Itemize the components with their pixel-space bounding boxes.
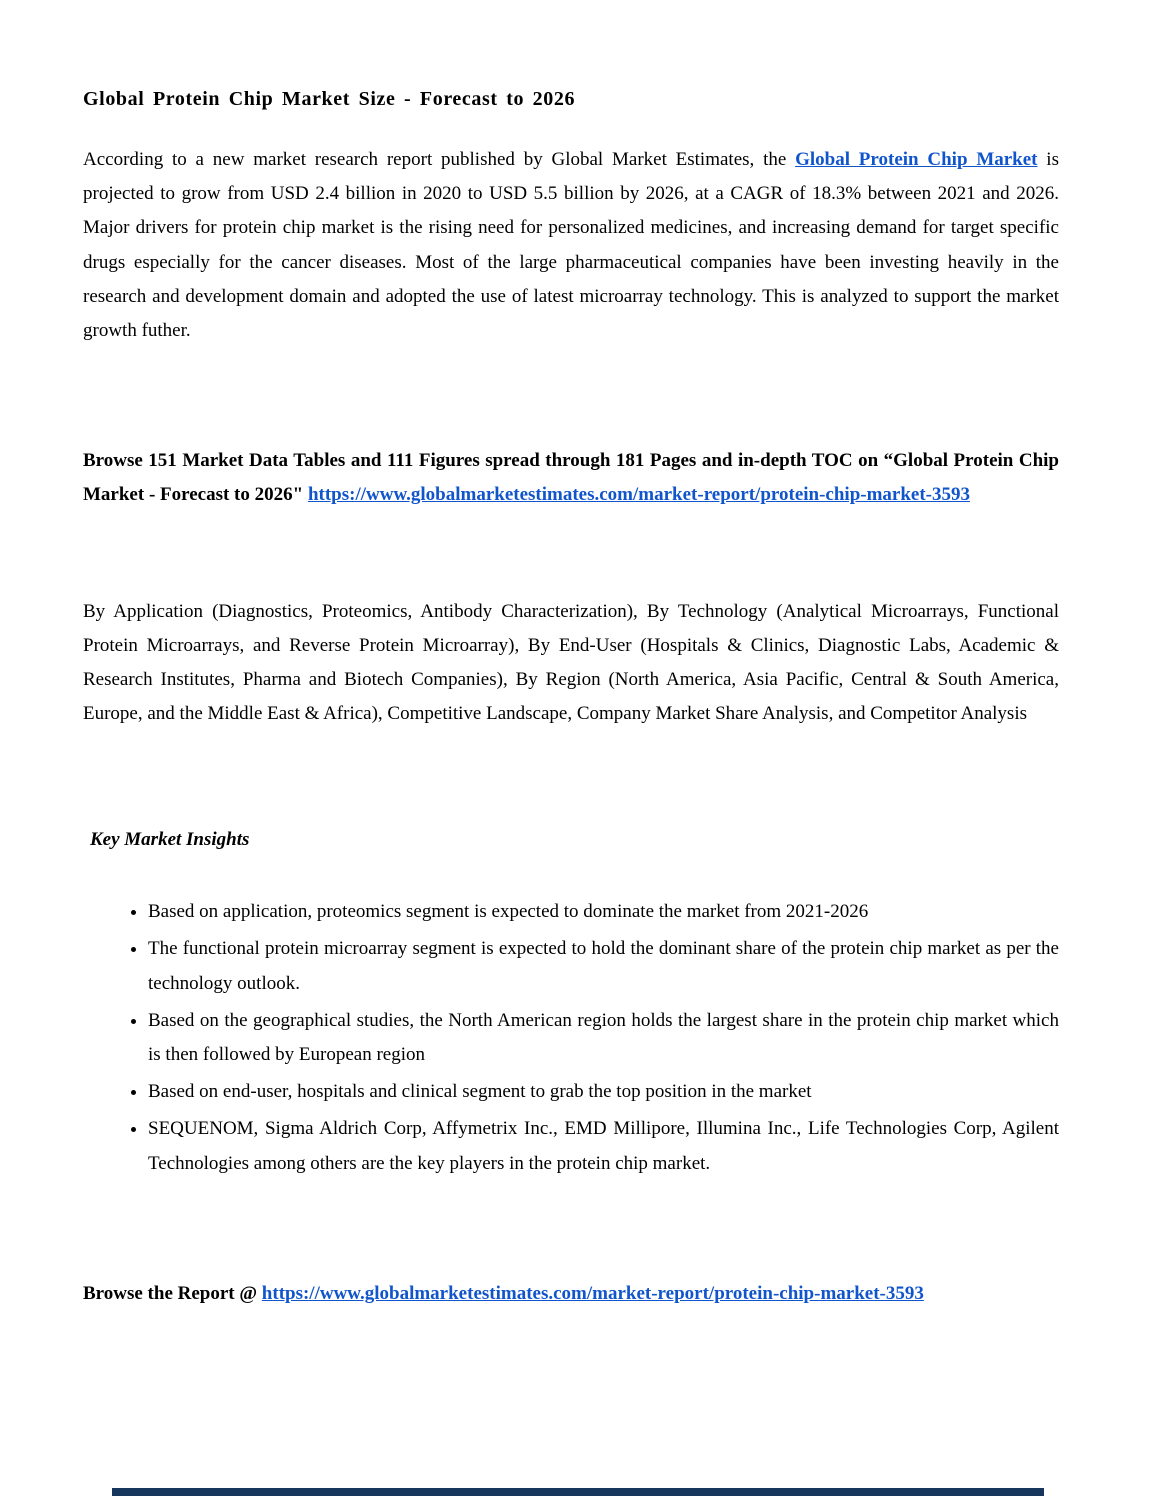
intro-text-before-link: According to a new market research report published by Global Market Estimates, the bbox=[83, 149, 796, 170]
browse-toc-text: Browse 151 Market Data Tables and 111 Figures spread through 181 Pages and in-depth TOC on “Global Protein Chip Market - Forecast to 2026" bbox=[83, 450, 1059, 506]
browse-report-text: Browse the Report @ bbox=[83, 1282, 262, 1304]
list-item: • Based on end-user, hospitals and clinical segment to grab the top position in the market bbox=[148, 1075, 1059, 1109]
segments-paragraph: By Application (Diagnostics, Proteomics, Antibody Characterization), By Technology (Analytical Microarrays, Functional Protein Microarrays, and Reverse Protein Microarray), By End-User (Hospitals & Clinics, Diagnostic Labs, Academic & Research Institutes, Pharma and Biotech Companies), By Region (North America, Asia Pacific, Central & South America, Europe, and the Middle East & Africa), Competitive Landscape, Company Market Share Analysis, and Competitor Analysis bbox=[83, 600, 1059, 725]
intro-paragraph bbox=[83, 143, 1059, 348]
report-toc-link[interactable]: https://www.globalmarketestimates.com/market-report/protein-chip-market-3593 bbox=[307, 484, 971, 506]
list-item: • SEQUENOM, Sigma Aldrich Corp, Affymetrix Inc., EMD Millipore, Illumina Inc., Life Technologies Corp, Agilent Technologies among others are the key players in the protein chip market. bbox=[148, 1112, 1059, 1180]
list-item: • The functional protein microarray segment is expected to hold the dominant share of the protein chip market as per the technology outlook. bbox=[148, 932, 1059, 1000]
browse-report-paragraph bbox=[83, 1277, 1059, 1311]
insights-list bbox=[83, 895, 1059, 1181]
page-title: Global Protein Chip Market Size - Forecast to 2026 bbox=[83, 88, 576, 110]
next-page-top-bar bbox=[112, 1488, 1044, 1496]
global-protein-chip-market-link[interactable]: Global Protein Chip Market bbox=[795, 149, 1038, 170]
browse-toc-paragraph bbox=[83, 444, 1059, 512]
intro-text-after-link: is projected to grow from USD 2.4 billion in 2020 to USD 5.5 billion by 2026, at a CAGR of 18.3% between 2021 and 2026. Major drivers for protein chip market is the rising need for personalized medicines, and increasing demand for target specific drugs especially for the cancer diseases. Most of the large pharmaceutical companies have been investing heavily in the research and development domain and adopted the use of latest microarray technology. This is analyzed to support the market growth futher. bbox=[83, 149, 1059, 341]
list-item: • Based on application, proteomics segment is expected to dominate the market from 2021-2026 bbox=[148, 895, 1059, 929]
browse-report-link[interactable]: https://www.globalmarketestimates.com/market-report/protein-chip-market-3593 bbox=[261, 1282, 924, 1304]
list-item: • Based on the geographical studies, the North American region holds the largest share in the protein chip market which is then followed by European region bbox=[148, 1004, 1059, 1072]
key-market-insights-heading: Key Market Insights bbox=[90, 829, 250, 851]
